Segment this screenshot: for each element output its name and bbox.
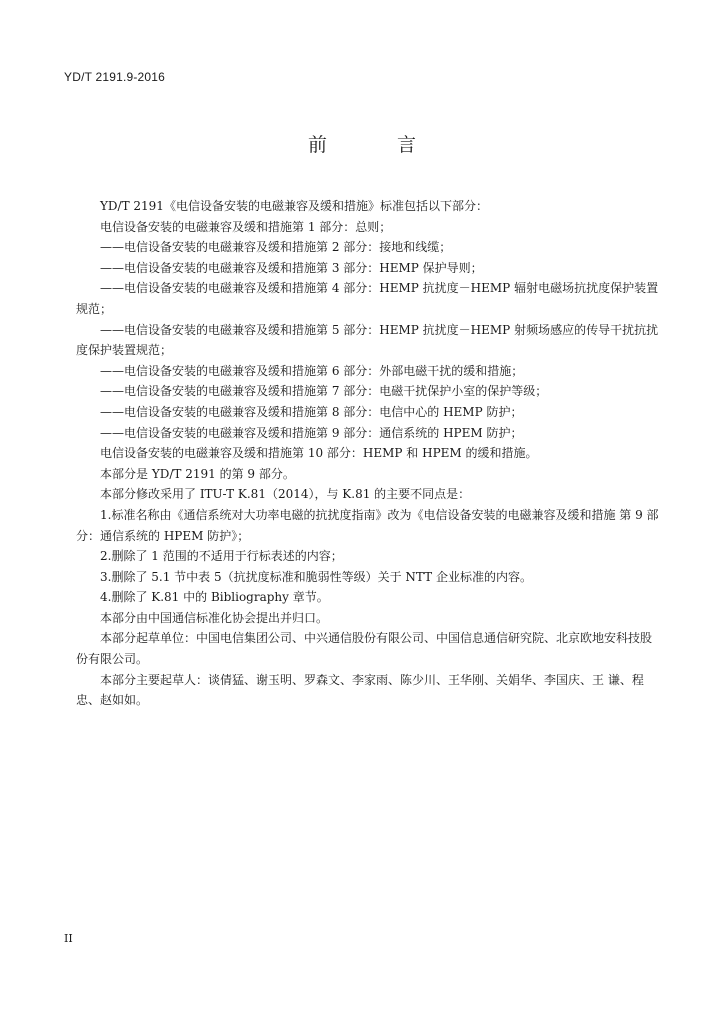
- part-list-item: ——电信设备安装的电磁兼容及缓和措施第 5 部分：HEMP 抗扰度－HEMP 射频场感应的传导干扰抗扰度保护装置规范；: [76, 322, 659, 358]
- difference-item: 1.标准名称由《通信系统对大功率电磁的抗扰度指南》改为《电信设备安装的电磁兼容及缓和措施 第 9 部分：通信系统的 HPEM 防护》；: [76, 507, 659, 543]
- part-statement: 本部分是 YD/T 2191 的第 9 部分。: [100, 466, 295, 481]
- part-list-item: ——电信设备安装的电磁兼容及缓和措施第 8 部分：电信中心的 HEMP 防护；: [100, 404, 523, 419]
- part-list-item: ——电信设备安装的电磁兼容及缓和措施第 3 部分：HEMP 保护导则；: [100, 260, 483, 275]
- part-list-item: ——电信设备安装的电磁兼容及缓和措施第 6 部分：外部电磁干扰的缓和措施；: [100, 363, 524, 378]
- difference-item: 2.删除了 1 范围的不适用于行标表述的内容；: [100, 549, 343, 564]
- foreword-body: [76, 196, 660, 711]
- page-number: II: [64, 932, 73, 945]
- difference-item: 4.删除了 K.81 中的 Bibliography 章节。: [100, 590, 329, 605]
- difference-item: 3.删除了 5.1 节中表 5（抗扰度标准和脆弱性等级）关于 NTT 企业标准的内容。: [100, 569, 532, 584]
- intro-paragraph: YD/T 2191《电信设备安装的电磁兼容及缓和措施》标准包括以下部分：: [100, 199, 488, 213]
- document-id-header: YD/T 2191.9-2016: [64, 70, 166, 84]
- part-list-item: ——电信设备安装的电磁兼容及缓和措施第 4 部分：HEMP 抗扰度－HEMP 辐射电磁场抗扰度保护装置规范；: [76, 281, 659, 316]
- drafting-units: 本部分起草单位：中国电信集团公司、中兴通信股份有限公司、中国信息通信研究院、北京欧地安科技股份有限公司。: [76, 631, 653, 667]
- part-list-item: ——电信设备安装的电磁兼容及缓和措施第 9 部分：通信系统的 HPEM 防护；: [100, 425, 523, 440]
- drafters: 本部分主要起草人：谈倩猛、谢玉明、罗森文、李家雨、陈少川、王华刚、关娟华、李国庆、王 谦、程 忠、赵如如。: [76, 672, 644, 708]
- part-list-item: 电信设备安装的电磁兼容及缓和措施第 10 部分：HEMP 和 HPEM 的缓和措施。: [100, 446, 538, 461]
- proposer-statement: 本部分由中国通信标准化协会提出并归口。: [100, 610, 329, 625]
- page-title: 前 言: [307, 134, 449, 156]
- part-list-item: ——电信设备安装的电磁兼容及缓和措施第 7 部分：电磁干扰保护小室的保护等级；: [100, 384, 548, 399]
- adoption-statement: 本部分修改采用了 ITU-T K.81（2014），与 K.81 的主要不同点是：: [100, 487, 471, 502]
- part-list-item: ——电信设备安装的电磁兼容及缓和措施第 2 部分：接地和线缆；: [100, 240, 452, 255]
- part-list-item: 电信设备安装的电磁兼容及缓和措施第 1 部分：总则；: [100, 219, 392, 234]
